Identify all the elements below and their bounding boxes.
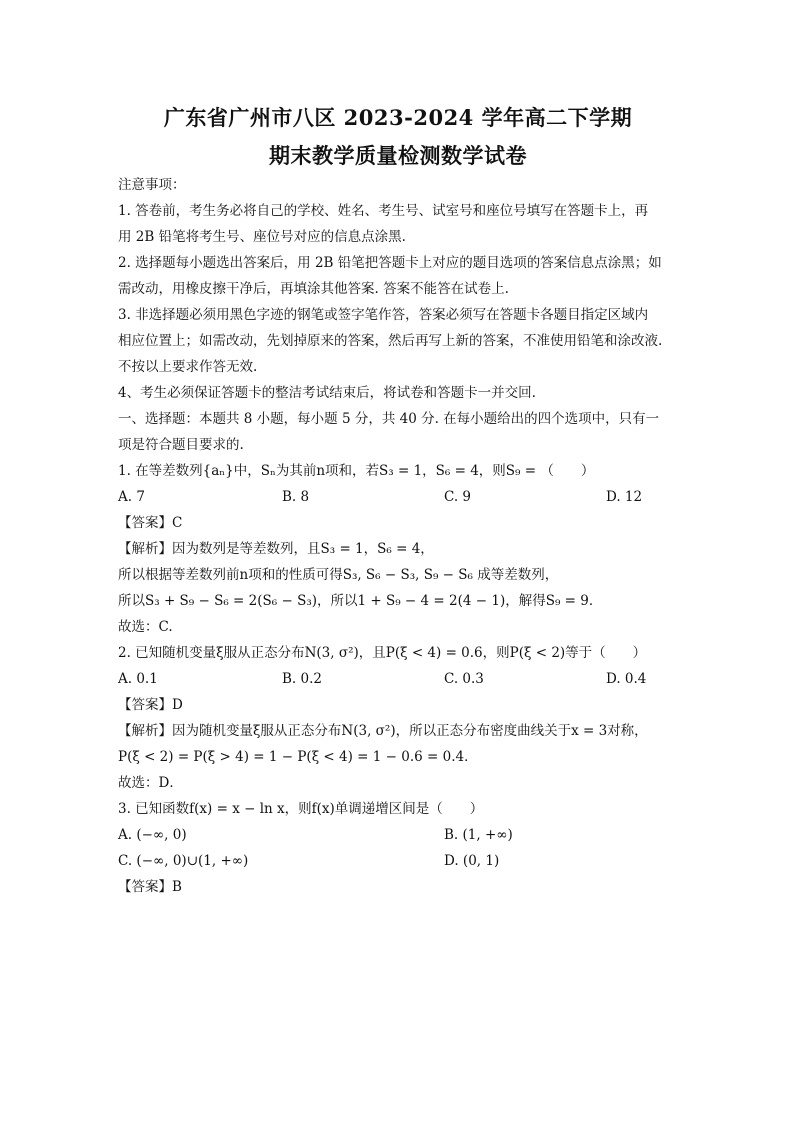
title-line-2: 期末教学质量检测数学试卷 bbox=[269, 143, 527, 168]
q2-conclusion: 故选：D． bbox=[118, 775, 183, 791]
notice-item-3a: 3. 非选择题必须用黑色字迹的钢笔或签字笔作答，答案必须写在答题卡各题目指定区域内 bbox=[118, 307, 649, 323]
q1-options bbox=[118, 487, 678, 508]
q1-option-c: C. 9 bbox=[444, 489, 472, 505]
q2-stem: 2. 已知随机变量ξ服从正态分布N(3, σ²)，且P(ξ < 4) = 0.6，则P(ξ < 2)等于（ ） bbox=[118, 645, 647, 661]
q1-analysis-2: 所以根据等差数列前n项和的性质可得S₃, S₆ − S₃, S₉ − S₆ 成等差数列， bbox=[118, 567, 559, 583]
q1-conclusion: 故选：C. bbox=[118, 619, 173, 635]
notice-item-1b: 用 2B 铅笔将考生号、座位号对应的信息点涂黑. bbox=[118, 229, 406, 245]
q3-option-a: A. (−∞, 0) bbox=[118, 827, 187, 843]
notice-item-2b: 需改动，用橡皮擦干净后，再填涂其他答案. 答案不能答在试卷上. bbox=[118, 281, 509, 297]
notice-item-4: 4、考生必须保证答题卡的整洁考试结束后，将试卷和答题卡一并交回. bbox=[118, 385, 536, 401]
q2-option-d: D. 0.4 bbox=[606, 671, 647, 687]
q3-options-row-1 bbox=[118, 825, 678, 846]
q2-analysis-2: P(ξ < 2) = P(ξ > 4) = 1 − P(ξ < 4) = 1 − 0.6 = 0.4． bbox=[118, 749, 478, 765]
notice-item-1a: 1. 答卷前，考生务必将自己的学校、姓名、考生号、试室号和座位号填写在答题卡上，再 bbox=[118, 203, 649, 219]
q3-option-c: C. (−∞, 0)∪(1, +∞) bbox=[118, 853, 249, 869]
q2-option-c: C. 0.3 bbox=[444, 671, 484, 687]
notice-item-3b: 相应位置上；如需改动，先划掉原来的答案，然后再写上新的答案，不准使用铅笔和涂改液. bbox=[118, 333, 663, 349]
q3-stem: 3. 已知函数f(x) = x − ln x，则f(x)单调递增区间是（ ） bbox=[118, 801, 484, 817]
q1-analysis-1: 【解析】因为数列是等差数列，且S₃ = 1，S₆ = 4， bbox=[118, 541, 434, 557]
q3-option-d: D. (0, 1) bbox=[444, 853, 500, 869]
q2-options bbox=[118, 669, 678, 690]
q3-options-row-2 bbox=[118, 851, 678, 872]
q1-answer: 【答案】C bbox=[118, 515, 183, 531]
q3-answer: 【答案】B bbox=[118, 879, 182, 895]
q2-analysis-1: 【解析】因为随机变量ξ服从正态分布N(3, σ²)，所以正态分布密度曲线关于x = 3对称， bbox=[118, 723, 648, 739]
q3-option-b: B. (1, +∞) bbox=[444, 827, 513, 843]
q1-analysis-3: 所以S₃ + S₉ − S₆ = 2(S₆ − S₃)，所以1 + S₉ − 4 = 2(4 − 1)，解得S₉ = 9． bbox=[118, 593, 603, 609]
q2-answer: 【答案】D bbox=[118, 697, 183, 713]
notice-heading: 注意事项： bbox=[118, 177, 186, 193]
notice-item-3c: 不按以上要求作答无效. bbox=[118, 359, 258, 375]
title-line-1: 广东省广州市八区 2023-2024 学年高二下学期 bbox=[163, 105, 633, 130]
q1-option-d: D. 12 bbox=[606, 489, 643, 505]
section-intro-a: 一、选择题：本题共 8 小题，每小题 5 分，共 40 分. 在每小题给出的四个选项中，只有一 bbox=[118, 411, 660, 427]
q1-stem: 1. 在等差数列{aₙ}中，Sₙ为其前n项和，若S₃ = 1，S₆ = 4，则S₉ = （ ） bbox=[118, 463, 595, 479]
q1-option-b: B. 8 bbox=[282, 489, 310, 505]
q2-option-a: A. 0.1 bbox=[118, 671, 158, 687]
q1-option-a: A. 7 bbox=[118, 489, 145, 505]
q2-option-b: B. 0.2 bbox=[282, 671, 322, 687]
notice-item-2a: 2. 选择题每小题选出答案后，用 2B 铅笔把答题卡上对应的题目选项的答案信息点涂黑；如 bbox=[118, 255, 662, 271]
section-intro-b: 项是符合题目要求的. bbox=[118, 437, 244, 453]
